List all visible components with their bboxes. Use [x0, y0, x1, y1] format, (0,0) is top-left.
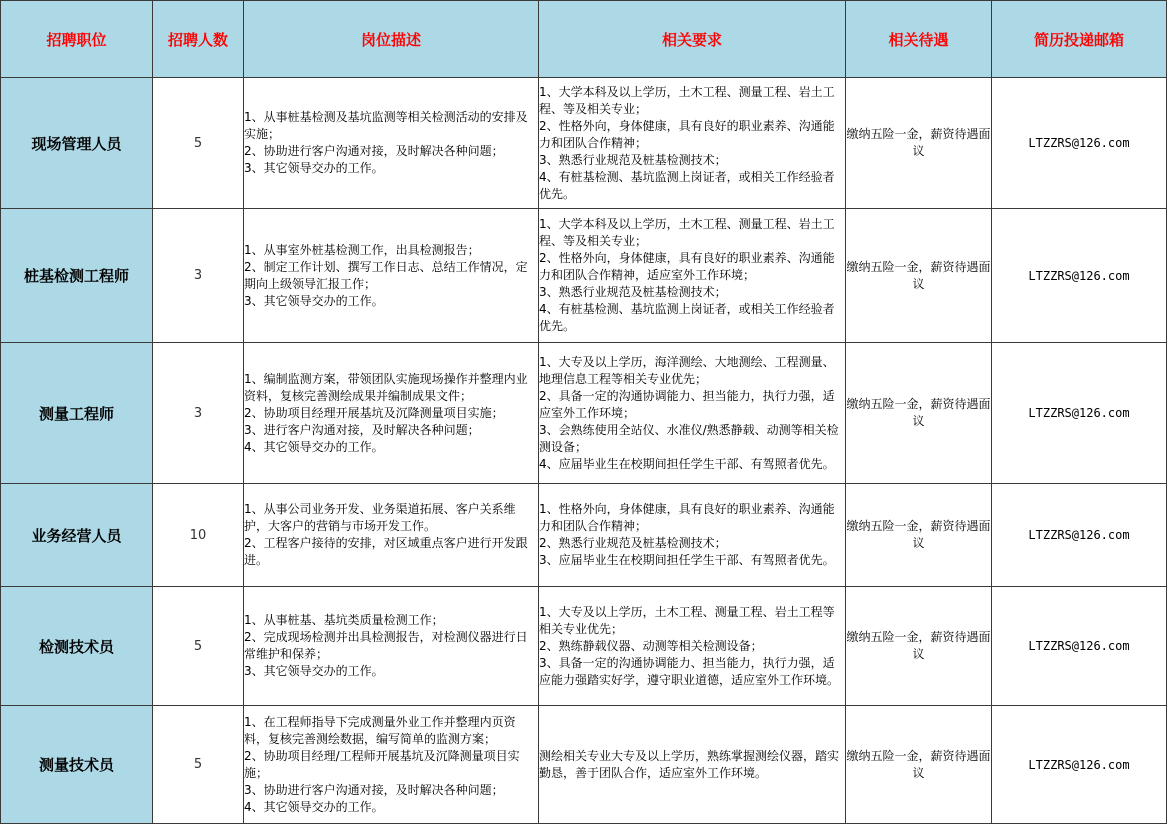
description-line: 3、其它领导交办的工作。	[244, 664, 384, 678]
email-cell[interactable]: LTZZRS@126.com	[992, 484, 1167, 587]
email-cell[interactable]: LTZZRS@126.com	[992, 78, 1167, 209]
description-cell	[244, 484, 539, 587]
count-cell: 5	[153, 587, 244, 706]
table-row	[1, 78, 1167, 209]
description-cell	[244, 209, 539, 343]
benefits-cell: 缴纳五险一金，薪资待遇面议	[846, 484, 992, 587]
description-line: 2、完成现场检测并出具检测报告，对检测仪器进行日常维护和保养；	[244, 630, 528, 661]
benefits-cell: 缴纳五险一金，薪资待遇面议	[846, 706, 992, 824]
requirement-line: 1、大学本科及以上学历，土木工程、测量工程、岩土工程、等及相关专业；	[539, 217, 835, 248]
description-line: 2、协助进行客户沟通对接，及时解决各种问题；	[244, 144, 504, 158]
requirement-line: 3、熟悉行业规范及桩基检测技术；	[539, 152, 727, 167]
position-cell: 桩基检测工程师	[1, 209, 153, 343]
requirement-line: 4、有桩基检测、基坑监测上岗证者，或相关工作经验者优先。	[539, 302, 835, 333]
table-row	[1, 706, 1167, 824]
requirement-line: 1、大专及以上学历，海洋测绘、大地测绘、工程测量、地理信息工程等相关专业优先；	[539, 354, 835, 386]
table-row	[1, 587, 1167, 706]
header-requirements: 相关要求	[539, 1, 846, 78]
header-description: 岗位描述	[244, 1, 539, 78]
requirement-line: 2、性格外向，身体健康，具有良好的职业素养、沟通能力和团队合作精神；	[539, 118, 835, 150]
description-line: 3、进行客户沟通对接，及时解决各种问题；	[244, 422, 480, 437]
requirements-cell	[539, 484, 846, 587]
table-row	[1, 484, 1167, 587]
description-line: 2、协助项目经理/工程师开展基坑及沉降测量项目实施；	[244, 748, 520, 780]
count-cell: 3	[153, 343, 244, 484]
email-cell[interactable]: LTZZRS@126.com	[992, 209, 1167, 343]
description-line: 3、其它领导交办的工作。	[244, 161, 384, 175]
description-line: 1、从事桩基、基坑类质量检测工作；	[244, 613, 444, 627]
description-line: 1、编制监测方案，带领团队实施现场操作并整理内业资料，复核完善测绘成果并编制成果文件；	[244, 371, 528, 403]
description-cell	[244, 587, 539, 706]
position-cell: 测量技术员	[1, 706, 153, 824]
description-cell	[244, 343, 539, 484]
description-line: 2、协助项目经理开展基坑及沉降测量项目实施；	[244, 405, 504, 420]
header-row	[1, 1, 1167, 78]
email-cell[interactable]: LTZZRS@126.com	[992, 706, 1167, 824]
table-row	[1, 209, 1167, 343]
description-cell	[244, 706, 539, 824]
position-cell: 测量工程师	[1, 343, 153, 484]
requirement-line: 4、应届毕业生在校期间担任学生干部、有驾照者优先。	[539, 456, 835, 471]
description-line: 3、协助进行客户沟通对接，及时解决各种问题；	[244, 782, 504, 797]
position-cell: 业务经营人员	[1, 484, 153, 587]
requirements-cell	[539, 706, 846, 824]
count-cell: 10	[153, 484, 244, 587]
description-line: 2、工程客户接待的安排，对区域重点客户进行开发跟进。	[244, 536, 528, 567]
benefits-cell: 缴纳五险一金，薪资待遇面议	[846, 78, 992, 209]
description-cell	[244, 78, 539, 209]
table-row	[1, 343, 1167, 484]
requirement-line: 3、应届毕业生在校期间担任学生干部、有驾照者优先。	[539, 553, 835, 567]
description-line: 4、其它领导交办的工作。	[244, 799, 384, 814]
header-benefits: 相关待遇	[846, 1, 992, 78]
requirement-line: 2、性格外向，身体健康，具有良好的职业素养、沟通能力和团队合作精神，适应室外工作环境；	[539, 251, 835, 282]
requirement-line: 4、有桩基检测、基坑监测上岗证者，或相关工作经验者优先。	[539, 169, 835, 201]
position-cell: 现场管理人员	[1, 78, 153, 209]
requirement-line: 3、会熟练使用全站仪、水准仪/熟悉静载、动测等相关检测设备；	[539, 422, 839, 454]
email-cell[interactable]: LTZZRS@126.com	[992, 343, 1167, 484]
description-line: 1、从事室外桩基检测工作，出具检测报告；	[244, 242, 480, 257]
requirements-cell	[539, 78, 846, 209]
requirement-line: 2、熟练静载仪器、动测等相关检测设备；	[539, 638, 763, 653]
requirement-line: 3、熟悉行业规范及桩基检测技术；	[539, 285, 727, 299]
description-line: 4、其它领导交办的工作。	[244, 439, 384, 454]
benefits-cell: 缴纳五险一金，薪资待遇面议	[846, 209, 992, 343]
requirement-line: 2、熟悉行业规范及桩基检测技术；	[539, 536, 727, 550]
email-cell[interactable]: LTZZRS@126.com	[992, 587, 1167, 706]
description-line: 1、在工程师指导下完成测量外业工作并整理内页资料，复核完善测绘数据，编写简单的监测方案；	[244, 714, 516, 746]
header-email: 简历投递邮箱	[992, 1, 1167, 78]
requirements-cell	[539, 209, 846, 343]
count-cell: 5	[153, 706, 244, 824]
requirement-line: 2、具备一定的沟通协调能力、担当能力，执行力强，适应室外工作环境；	[539, 388, 835, 420]
requirement-line: 测绘相关专业大专及以上学历，熟练掌握测绘仪器，踏实勤恳，善于团队合作，适应室外工作环境。	[539, 748, 840, 780]
description-line: 2、制定工作计划、撰写工作日志、总结工作情况，定期向上级领导汇报工作；	[244, 259, 528, 291]
requirements-cell	[539, 587, 846, 706]
requirement-line: 1、大专及以上学历，土木工程、测量工程、岩土工程等相关专业优先；	[539, 604, 835, 636]
count-cell: 3	[153, 209, 244, 343]
requirement-line: 3、具备一定的沟通协调能力、担当能力，执行力强，适应能力强踏实好学，遵守职业道德，适应室外工作环境。	[539, 655, 840, 687]
header-position: 招聘职位	[1, 1, 153, 78]
benefits-cell: 缴纳五险一金，薪资待遇面议	[846, 343, 992, 484]
requirement-line: 1、大学本科及以上学历，土木工程、测量工程、岩土工程、等及相关专业；	[539, 84, 835, 116]
position-cell: 检测技术员	[1, 587, 153, 706]
count-cell: 5	[153, 78, 244, 209]
description-line: 1、从事公司业务开发、业务渠道拓展、客户关系维护，大客户的营销与市场开发工作。	[244, 502, 516, 533]
requirements-cell	[539, 343, 846, 484]
benefits-cell: 缴纳五险一金，薪资待遇面议	[846, 587, 992, 706]
requirement-line: 1、性格外向，身体健康，具有良好的职业素养、沟通能力和团队合作精神；	[539, 502, 835, 533]
description-line: 3、其它领导交办的工作。	[244, 293, 384, 308]
header-count: 招聘人数	[153, 1, 244, 78]
description-line: 1、从事桩基检测及基坑监测等相关检测活动的安排及实施；	[244, 110, 528, 141]
